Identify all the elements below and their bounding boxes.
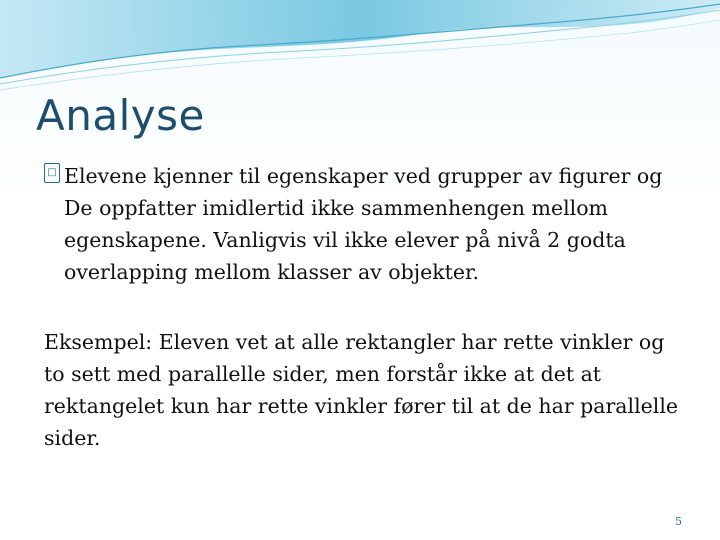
- bullet-text: Elevene kjenner til egenskaper ved grupper av figurer og De oppfatter imidlertid ikke sammenhengen mellom egenskapene. Vanligvis vil ikke elever på nivå 2 godta overlapping mellom klasser av objekter.: [64, 164, 663, 284]
- header-wave-decoration: [0, 0, 720, 95]
- bullet-item: [44, 160, 684, 288]
- slide-title: Analyse: [36, 91, 205, 140]
- square-bullet-icon: □: [44, 163, 60, 183]
- example-paragraph: Eksempel: Eleven vet at alle rektangler har rette vinkler og to sett med parallelle sider, men forstår ikke at det at rektangelet kun har rette vinkler fører til at de har parallelle sider.: [44, 330, 679, 450]
- page-number: 5: [675, 515, 682, 528]
